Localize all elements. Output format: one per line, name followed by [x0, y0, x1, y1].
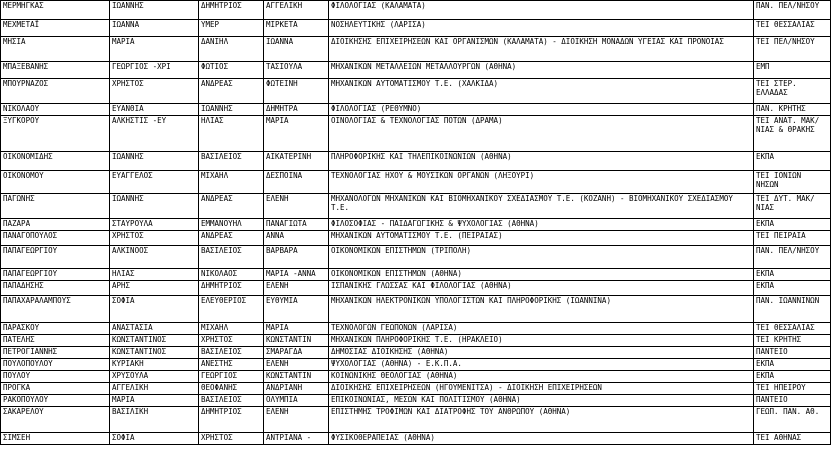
first-name-cell: ΣΤΑΥΡΟΥΛΑ — [110, 219, 199, 231]
mother-name-cell: ΕΛΕΝΗ — [264, 281, 329, 296]
surname-cell: ΠΑΠΑΓΕΩΡΓΙΟΥ — [1, 269, 110, 281]
institution-cell: ΤΕΙ ΘΕΣΣΑΛΙΑΣ — [754, 20, 831, 37]
father-name-cell: ΗΛΙΑΣ — [199, 116, 264, 152]
institution-cell: ΠΑΝΤΕΙΟ — [754, 395, 831, 407]
first-name-cell: ΕΥΑΓΓΕΛΟΣ — [110, 171, 199, 194]
table-row — [1, 335, 831, 347]
surname-cell: ΠΡΟΓΚΑ — [1, 383, 110, 395]
surname-cell: ΣΙΜΣΕΗ — [1, 433, 110, 445]
mother-name-cell: ΕΛΕΝΗ — [264, 407, 329, 433]
department-cell: ΜΗΧΑΝΟΛΟΓΩΝ ΜΗΧΑΝΙΚΩΝ ΚΑΙ ΒΙΟΜΗΧΑΝΙΚΟΥ ΣΧΕΔΙΑΣΜΟΥ Τ.Ε. (ΚΟΖΑΝΗ) - ΒΙΟΜΗΧΑΝΙΚΟΥ ΣΧΕΔΙΑΣΜΟΥ Τ.Ε. — [329, 194, 754, 219]
first-name-cell: ΣΟΦΙΑ — [110, 296, 199, 323]
first-name-cell: ΓΕΩΡΓΙΟΣ -ΧΡΙ — [110, 62, 199, 79]
department-cell: ΜΗΧΑΝΙΚΩΝ ΑΥΤΟΜΑΤΙΣΜΟΥ Τ.Ε. (ΧΑΛΚΙΔΑ) — [329, 79, 754, 104]
mother-name-cell: ΠΑΝΑΓΙΩΤΑ — [264, 219, 329, 231]
first-name-cell: ΑΡΗΣ — [110, 281, 199, 296]
table-row — [1, 296, 831, 323]
father-name-cell: ΧΡΗΣΤΟΣ — [199, 335, 264, 347]
mother-name-cell: ΕΛΕΝΗ — [264, 359, 329, 371]
surname-cell: ΜΕΡΜΗΓΚΑΣ — [1, 1, 110, 20]
mother-name-cell: ΑΝΝΑ — [264, 231, 329, 246]
department-cell: ΦΙΛΟΛΟΓΙΑΣ (ΡΕΘΥΜΝΟ) — [329, 104, 754, 116]
father-name-cell: ΓΕΩΡΓΙΟΣ — [199, 371, 264, 383]
table-row — [1, 395, 831, 407]
results-table-body — [1, 1, 831, 445]
mother-name-cell: ΜΑΡΙΑ -ΑΝΝΑ — [264, 269, 329, 281]
institution-cell: ΠΑΝ. ΚΡΗΤΗΣ — [754, 104, 831, 116]
department-cell: ΕΠΙΚΟΙΝΩΝΙΑΣ, ΜΕΣΩΝ ΚΑΙ ΠΟΛΙΤΙΣΜΟΥ (ΑΘΗΝΑ) — [329, 395, 754, 407]
father-name-cell: ΘΕΟΦΑΝΗΣ — [199, 383, 264, 395]
institution-cell: ΕΚΠΑ — [754, 269, 831, 281]
department-cell: ΔΗΜΟΣΙΑΣ ΔΙΟΙΚΗΣΗΣ (ΑΘΗΝΑ) — [329, 347, 754, 359]
father-name-cell: ΝΙΚΟΛΑΟΣ — [199, 269, 264, 281]
surname-cell: ΠΑΠΑΧΑΡΑΛΑΜΠΟΥΣ — [1, 296, 110, 323]
table-row — [1, 219, 831, 231]
mother-name-cell: ΙΩΑΝΝΑ — [264, 37, 329, 62]
surname-cell: ΣΑΚΑΡΕΛΟΥ — [1, 407, 110, 433]
first-name-cell: ΜΑΡΙΑ — [110, 395, 199, 407]
mother-name-cell: ΚΩΝΣΤΑΝΤΙΝ — [264, 371, 329, 383]
father-name-cell: ΜΙΧΑΗΛ — [199, 323, 264, 335]
surname-cell: ΠΕΤΡΟΓΙΑΝΝΗΣ — [1, 347, 110, 359]
mother-name-cell: ΑΓΓΕΛΙΚΗ — [264, 1, 329, 20]
institution-cell: ΤΕΙ ΔΥΤ. ΜΑΚ/ΝΙΑΣ — [754, 194, 831, 219]
table-row — [1, 20, 831, 37]
surname-cell: ΜΗΣΙΑ — [1, 37, 110, 62]
first-name-cell: ΚΩΝΣΤΑΝΤΙΝΟΣ — [110, 335, 199, 347]
first-name-cell: ΕΥΑΝΘΙΑ — [110, 104, 199, 116]
first-name-cell: ΙΩΑΝΝΑ — [110, 20, 199, 37]
surname-cell: ΠΟΥΛΟΠΟΥΛΟΥ — [1, 359, 110, 371]
surname-cell: ΠΑΖΑΡΑ — [1, 219, 110, 231]
department-cell: ΜΗΧΑΝΙΚΩΝ ΗΛΕΚΤΡΟΝΙΚΩΝ ΥΠΟΛΟΓΙΣΤΩΝ ΚΑΙ ΠΛΗΡΟΦΟΡΙΚΗΣ (ΙΩΑΝΝΙΝΑ) — [329, 296, 754, 323]
table-row — [1, 246, 831, 269]
institution-cell: ΠΑΝ. ΠΕΛ/ΝΗΣΟΥ — [754, 1, 831, 20]
department-cell: ΕΠΙΣΤΗΜΗΣ ΤΡΟΦΙΜΩΝ ΚΑΙ ΔΙΑΤΡΟΦΗΣ ΤΟΥ ΑΝΘΡΩΠΟΥ (ΑΘΗΝΑ) — [329, 407, 754, 433]
surname-cell: ΜΠΑΞΕΒΑΝΗΣ — [1, 62, 110, 79]
surname-cell: ΟΙΚΟΝΟΜΟΥ — [1, 171, 110, 194]
table-row — [1, 194, 831, 219]
table-row — [1, 62, 831, 79]
institution-cell: ΓΕΩΠ. ΠΑΝ. ΑΘ. — [754, 407, 831, 433]
table-row — [1, 1, 831, 20]
father-name-cell: ΑΝΔΡΕΑΣ — [199, 231, 264, 246]
institution-cell: ΤΕΙ ΣΤΕΡ. ΕΛΛΑΔΑΣ — [754, 79, 831, 104]
surname-cell: ΠΑΤΕΛΗΣ — [1, 335, 110, 347]
table-row — [1, 152, 831, 171]
institution-cell: ΠΑΝΤΕΙΟ — [754, 347, 831, 359]
mother-name-cell: ΔΕΣΠΟΙΝΑ — [264, 171, 329, 194]
first-name-cell: ΒΑΣΙΛΙΚΗ — [110, 407, 199, 433]
father-name-cell: ΧΡΗΣΤΟΣ — [199, 433, 264, 445]
first-name-cell: ΧΡΥΣΟΥΛΑ — [110, 371, 199, 383]
department-cell: ΜΗΧΑΝΙΚΩΝ ΑΥΤΟΜΑΤΙΣΜΟΥ Τ.Ε. (ΠΕΙΡΑΙΑΣ) — [329, 231, 754, 246]
institution-cell: ΤΕΙ ΙΟΝΙΩΝ ΝΗΣΩΝ — [754, 171, 831, 194]
father-name-cell: ΕΜΜΑΝΟΥΗΛ — [199, 219, 264, 231]
first-name-cell: ΚΥΡΙΑΚΗ — [110, 359, 199, 371]
table-row — [1, 347, 831, 359]
father-name-cell: ΑΝΔΡΕΑΣ — [199, 194, 264, 219]
first-name-cell: ΚΩΝΣΤΑΝΤΙΝΟΣ — [110, 347, 199, 359]
department-cell: ΤΕΧΝΟΛΟΓΩΝ ΓΕΩΠΟΝΩΝ (ΛΑΡΙΣΑ) — [329, 323, 754, 335]
mother-name-cell: ΦΩΤΕΙΝΗ — [264, 79, 329, 104]
mother-name-cell: ΑΝΔΡΙΑΝΗ — [264, 383, 329, 395]
first-name-cell: ΑΛΚΙΝΟΟΣ — [110, 246, 199, 269]
table-row — [1, 104, 831, 116]
first-name-cell: ΧΡΗΣΤΟΣ — [110, 79, 199, 104]
surname-cell: ΝΙΚΟΛΑΟΥ — [1, 104, 110, 116]
mother-name-cell: ΒΑΡΒΑΡΑ — [264, 246, 329, 269]
mother-name-cell: ΔΗΜΗΤΡΑ — [264, 104, 329, 116]
institution-cell: ΤΕΙ ΚΡΗΤΗΣ — [754, 335, 831, 347]
father-name-cell: ΒΑΣΙΛΕΙΟΣ — [199, 395, 264, 407]
surname-cell: ΞΥΓΚΟΡΟΥ — [1, 116, 110, 152]
first-name-cell: ΣΟΦΙΑ — [110, 433, 199, 445]
surname-cell: ΜΠΟΥΡΝΑΖΟΣ — [1, 79, 110, 104]
first-name-cell: ΑΛΚΗΣΤΙΣ -ΕΥ — [110, 116, 199, 152]
table-row — [1, 371, 831, 383]
department-cell: ΙΣΠΑΝΙΚΗΣ ΓΛΩΣΣΑΣ ΚΑΙ ΦΙΛΟΛΟΓΙΑΣ (ΑΘΗΝΑ) — [329, 281, 754, 296]
department-cell: ΦΙΛΟΛΟΓΙΑΣ (ΚΑΛΑΜΑΤΑ) — [329, 1, 754, 20]
department-cell: ΟΙΚΟΝΟΜΙΚΩΝ ΕΠΙΣΤΗΜΩΝ (ΤΡΙΠΟΛΗ) — [329, 246, 754, 269]
mother-name-cell: ΣΜΑΡΑΓΔΑ — [264, 347, 329, 359]
surname-cell: ΠΑΝΑΓΟΠΟΥΛΟΣ — [1, 231, 110, 246]
table-row — [1, 116, 831, 152]
institution-cell: ΠΑΝ. ΠΕΛ/ΝΗΣΟΥ — [754, 246, 831, 269]
first-name-cell: ΧΡΗΣΤΟΣ — [110, 231, 199, 246]
surname-cell: ΜΕΧΜΕΤΑΪ — [1, 20, 110, 37]
department-cell: ΜΗΧΑΝΙΚΩΝ ΠΛΗΡΟΦΟΡΙΚΗΣ Τ.Ε. (ΗΡΑΚΛΕΙΟ) — [329, 335, 754, 347]
table-row — [1, 407, 831, 433]
table-row — [1, 269, 831, 281]
surname-cell: ΠΟΥΛΟΥ — [1, 371, 110, 383]
surname-cell: ΟΙΚΟΝΟΜΙΔΗΣ — [1, 152, 110, 171]
department-cell: ΚΟΙΝΩΝΙΚΗΣ ΘΕΟΛΟΓΙΑΣ (ΑΘΗΝΑ) — [329, 371, 754, 383]
first-name-cell: ΑΓΓΕΛΙΚΗ — [110, 383, 199, 395]
department-cell: ΤΕΧΝΟΛΟΓΙΑΣ ΗΧΟΥ & ΜΟΥΣΙΚΩΝ ΟΡΓΑΝΩΝ (ΛΗΞΟΥΡΙ) — [329, 171, 754, 194]
department-cell: ΠΛΗΡΟΦΟΡΙΚΗΣ ΚΑΙ ΤΗΛΕΠΙΚΟΙΝΩΝΙΩΝ (ΑΘΗΝΑ) — [329, 152, 754, 171]
mother-name-cell: ΕΥΘΥΜΙΑ — [264, 296, 329, 323]
institution-cell: ΤΕΙ ΠΕΙΡΑΙΑ — [754, 231, 831, 246]
first-name-cell: ΙΩΑΝΝΗΣ — [110, 152, 199, 171]
father-name-cell: ΑΝΕΣΤΗΣ — [199, 359, 264, 371]
father-name-cell: ΔΗΜΗΤΡΙΟΣ — [199, 407, 264, 433]
department-cell: ΜΗΧΑΝΙΚΩΝ ΜΕΤΑΛΛΕΙΩΝ ΜΕΤΑΛΛΟΥΡΓΩΝ (ΑΘΗΝΑ) — [329, 62, 754, 79]
table-row — [1, 433, 831, 445]
institution-cell: ΕΚΠΑ — [754, 359, 831, 371]
father-name-cell: ΒΑΣΙΛΕΙΟΣ — [199, 347, 264, 359]
mother-name-cell: ΜΑΡΙΑ — [264, 116, 329, 152]
mother-name-cell: ΕΛΕΝΗ — [264, 194, 329, 219]
table-row — [1, 359, 831, 371]
mother-name-cell: ΟΛΥΜΠΙΑ — [264, 395, 329, 407]
surname-cell: ΠΑΠΑΔΗΣΗΣ — [1, 281, 110, 296]
department-cell: ΟΙΝΟΛΟΓΙΑΣ & ΤΕΧΝΟΛΟΓΙΑΣ ΠΟΤΩΝ (ΔΡΑΜΑ) — [329, 116, 754, 152]
table-row — [1, 231, 831, 246]
father-name-cell: ΦΩΤΙΟΣ — [199, 62, 264, 79]
institution-cell: ΠΑΝ. ΙΩΑΝΝΙΝΩΝ — [754, 296, 831, 323]
father-name-cell: ΔΑΝΙΗΛ — [199, 37, 264, 62]
institution-cell: ΤΕΙ ΠΕΛ/ΝΗΣΟΥ — [754, 37, 831, 62]
department-cell: ΔΙΟΙΚΗΣΗΣ ΕΠΙΧΕΙΡΗΣΕΩΝ (ΗΓΟΥΜΕΝΙΤΣΑ) - ΔΙΟΙΚΗΣΗ ΕΠΙΧΕΙΡΗΣΕΩΝ — [329, 383, 754, 395]
father-name-cell: ΕΛΕΥΘΕΡΙΟΣ — [199, 296, 264, 323]
first-name-cell: ΜΑΡΙΑ — [110, 37, 199, 62]
institution-cell: ΕΜΠ — [754, 62, 831, 79]
department-cell: ΔΙΟΙΚΗΣΗΣ ΕΠΙΧΕΙΡΗΣΕΩΝ ΚΑΙ ΟΡΓΑΝΙΣΜΩΝ (ΚΑΛΑΜΑΤΑ) - ΔΙΟΙΚΗΣΗ ΜΟΝΑΔΩΝ ΥΓΕΙΑΣ ΚΑΙ ΠΡΟΝΟΙΑΣ — [329, 37, 754, 62]
mother-name-cell: ΤΑΣΙΟΥΛΑ — [264, 62, 329, 79]
mother-name-cell: ΜΙΡΚΕΤΑ — [264, 20, 329, 37]
institution-cell: ΕΚΠΑ — [754, 152, 831, 171]
institution-cell: ΤΕΙ ΑΘΗΝΑΣ — [754, 433, 831, 445]
father-name-cell: ΙΩΑΝΝΗΣ — [199, 104, 264, 116]
father-name-cell: ΔΗΜΗΤΡΙΟΣ — [199, 281, 264, 296]
surname-cell: ΠΑΠΑΓΕΩΡΓΙΟΥ — [1, 246, 110, 269]
institution-cell: ΤΕΙ ΘΕΣΣΑΛΙΑΣ — [754, 323, 831, 335]
table-row — [1, 323, 831, 335]
surname-cell: ΡΑΚΟΠΟΥΛΟΥ — [1, 395, 110, 407]
table-row — [1, 281, 831, 296]
father-name-cell: ΜΙΧΑΗΛ — [199, 171, 264, 194]
department-cell: ΝΟΣΗΛΕΥΤΙΚΗΣ (ΛΑΡΙΣΑ) — [329, 20, 754, 37]
table-row — [1, 383, 831, 395]
institution-cell: ΕΚΠΑ — [754, 219, 831, 231]
mother-name-cell: ΚΩΝΣΤΑΝΤΙΝ — [264, 335, 329, 347]
first-name-cell: ΙΩΑΝΝΗΣ — [110, 1, 199, 20]
mother-name-cell: ΑΝΤΡΙΑΝΑ - — [264, 433, 329, 445]
institution-cell: ΕΚΠΑ — [754, 281, 831, 296]
father-name-cell: ΑΝΔΡΕΑΣ — [199, 79, 264, 104]
table-row — [1, 79, 831, 104]
department-cell: ΦΥΣΙΚΟΘΕΡΑΠΕΙΑΣ (ΑΘΗΝΑ) — [329, 433, 754, 445]
table-row — [1, 37, 831, 62]
mother-name-cell: ΑΙΚΑΤΕΡΙΝΗ — [264, 152, 329, 171]
father-name-cell: ΒΑΣΙΛΕΙΟΣ — [199, 152, 264, 171]
surname-cell: ΠΑΓΩΝΗΣ — [1, 194, 110, 219]
mother-name-cell: ΜΑΡΙΑ — [264, 323, 329, 335]
father-name-cell: ΔΗΜΗΤΡΙΟΣ — [199, 1, 264, 20]
first-name-cell: ΗΛΙΑΣ — [110, 269, 199, 281]
department-cell: ΟΙΚΟΝΟΜΙΚΩΝ ΕΠΙΣΤΗΜΩΝ (ΑΘΗΝΑ) — [329, 269, 754, 281]
table-row — [1, 171, 831, 194]
surname-cell: ΠΑΡΑΣΚΟΥ — [1, 323, 110, 335]
department-cell: ΦΙΛΟΣΟΦΙΑΣ - ΠΑΙΔΑΓΩΓΙΚΗΣ & ΨΥΧΟΛΟΓΙΑΣ (ΑΘΗΝΑ) — [329, 219, 754, 231]
institution-cell: ΤΕΙ ΑΝΑΤ. ΜΑΚ/ΝΙΑΣ & ΘΡΑΚΗΣ — [754, 116, 831, 152]
institution-cell: ΤΕΙ ΗΠΕΙΡΟΥ — [754, 383, 831, 395]
department-cell: ΨΥΧΟΛΟΓΙΑΣ (ΑΘΗΝΑ) - Ε.Κ.Π.Α. — [329, 359, 754, 371]
institution-cell: ΕΚΠΑ — [754, 371, 831, 383]
first-name-cell: ΑΝΑΣΤΑΣΙΑ — [110, 323, 199, 335]
first-name-cell: ΙΩΑΝΝΗΣ — [110, 194, 199, 219]
father-name-cell: ΒΑΣΙΛΕΙΟΣ — [199, 246, 264, 269]
father-name-cell: ΥΜΕΡ — [199, 20, 264, 37]
